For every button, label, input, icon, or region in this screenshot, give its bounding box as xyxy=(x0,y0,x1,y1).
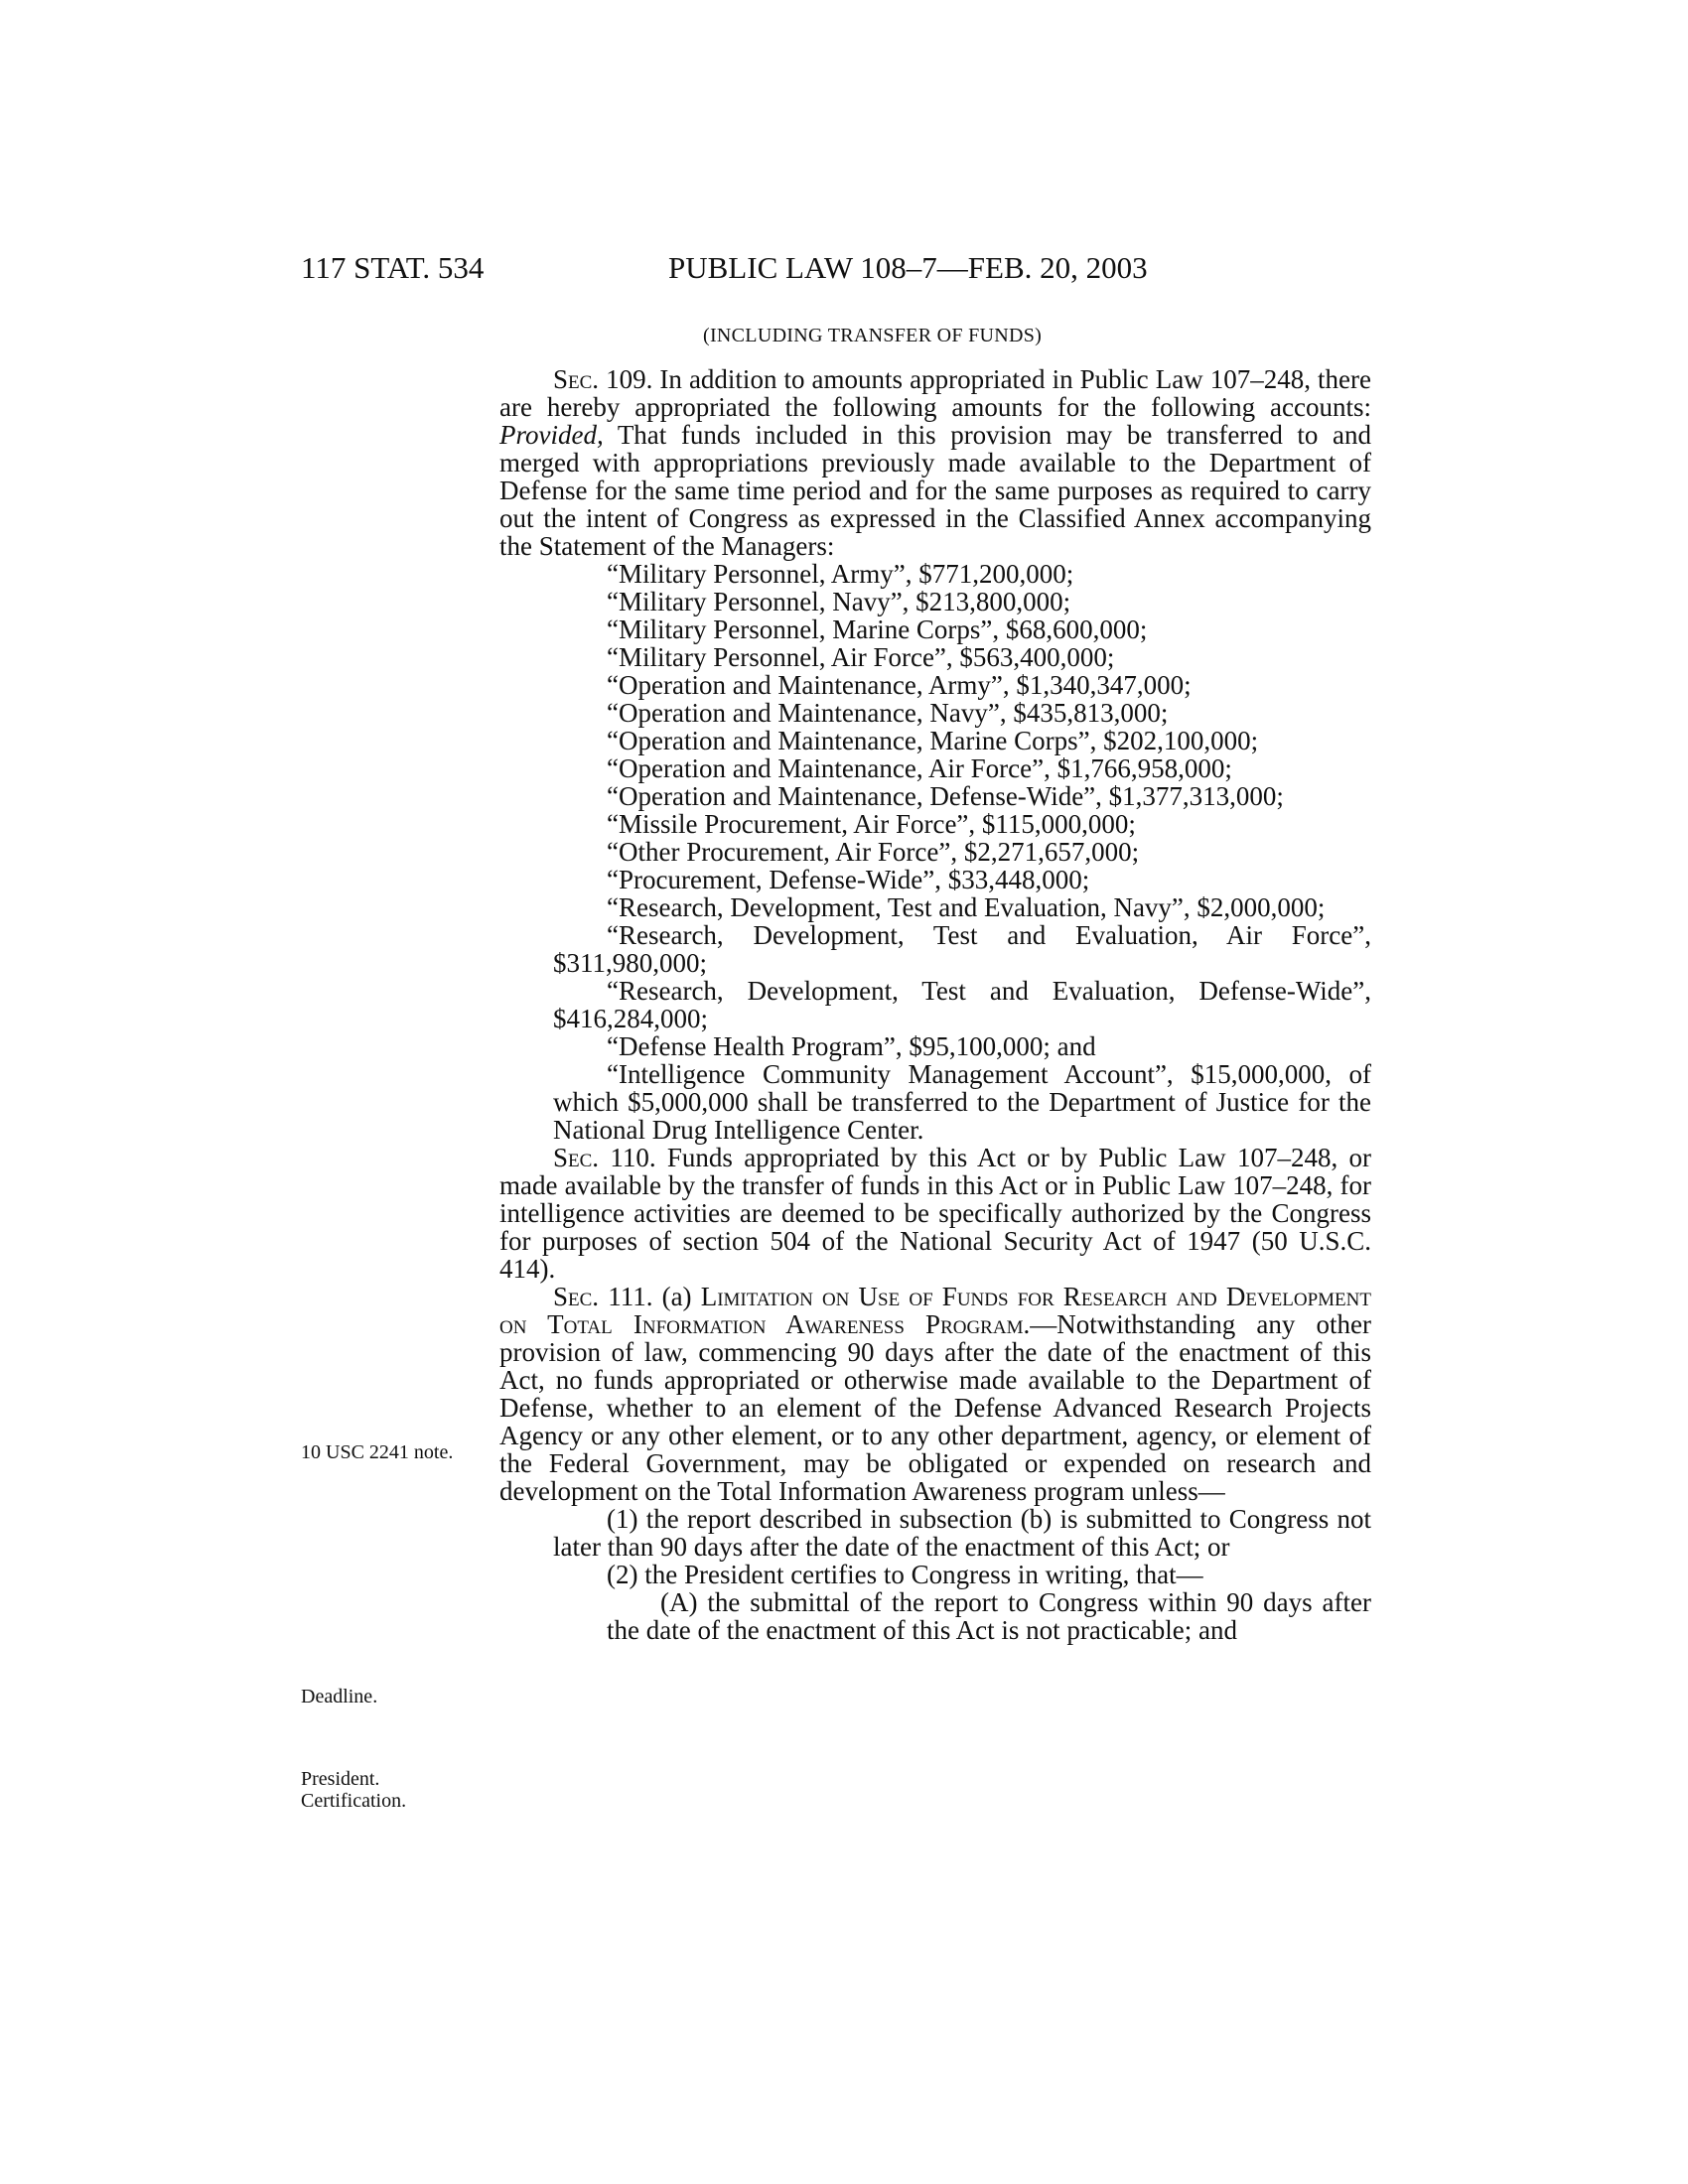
paragraph-1: (1) the report described in subsection (b) is submitted to Congress not later than 90 days after the date of the enactment of this Act; or xyxy=(553,1504,1371,1562)
account-item: “Procurement, Defense-Wide”, $33,448,000; xyxy=(607,865,1090,894)
margin-note-deadline: Deadline. xyxy=(301,1686,378,1707)
provided-term: Provided, xyxy=(499,420,604,450)
sec-111-num: 111. (a) xyxy=(599,1282,701,1311)
section-subheading: (INCLUDING TRANSFER OF FUNDS) xyxy=(703,325,1043,346)
sec-109-intro xyxy=(499,365,1371,560)
subparagraph-a: (A) the submittal of the report to Congress within 90 days after the date of the enactment of this Act is not practicable; and xyxy=(607,1587,1371,1645)
account-item: “Operation and Maintenance, Air Force”, $1,766,958,000; xyxy=(607,753,1232,783)
public-law-title: PUBLIC LAW 108–7—FEB. 20, 2003 xyxy=(668,250,1148,285)
account-item: “Missile Procurement, Air Force”, $115,000,000; xyxy=(607,809,1136,839)
sec-109-text-b: That funds included in this provision may be transferred to and merged with appropriations previously made available to the Department of Defense for the same time period and for the same purposes as required to carry out the intent of Congress as expressed in the Classified Annex accompanying the Statement of the Managers: xyxy=(499,420,1371,561)
account-item: “Military Personnel, Air Force”, $563,400,000; xyxy=(607,642,1115,672)
sec-110 xyxy=(499,1144,1371,1283)
sec-111-a xyxy=(499,1283,1371,1505)
margin-note-certification: Certification. xyxy=(301,1790,407,1812)
account-item: “Research, Development, Test and Evaluation, Navy”, $2,000,000; xyxy=(607,892,1326,922)
sec-109-text-a: 109. In addition to amounts appropriated in Public Law 107–248, there are hereby appropriated the following amounts for the following accounts: xyxy=(499,364,1371,422)
account-item: “Defense Health Program”, $95,100,000; and xyxy=(607,1031,1096,1061)
account-item: “Operation and Maintenance, Defense-Wide”, $1,377,313,000; xyxy=(607,781,1284,811)
account-item: “Military Personnel, Navy”, $213,800,000; xyxy=(607,587,1071,616)
sec-label: Sec. xyxy=(553,1282,600,1311)
account-item: “Military Personnel, Army”, $771,200,000; xyxy=(607,559,1074,589)
statute-page-number: 117 STAT. 534 xyxy=(301,250,485,285)
account-item: “Intelligence Community Management Account”, $15,000,000, of which $5,000,000 shall be transferred to the Department of Justice for the National Drug Intelligence Center. xyxy=(553,1059,1371,1145)
sec-label: Sec. xyxy=(553,1143,600,1172)
page-header xyxy=(301,250,1373,290)
account-item: “Research, Development, Test and Evaluation, Defense-Wide”, $416,284,000; xyxy=(553,976,1371,1033)
margin-note-president: President. xyxy=(301,1768,380,1790)
sec-label: Sec. xyxy=(553,364,600,394)
account-item: “Operation and Maintenance, Navy”, $435,813,000; xyxy=(607,698,1169,728)
account-item: “Research, Development, Test and Evaluation, Air Force”, $311,980,000; xyxy=(553,920,1371,978)
sec-111-heading: Limitation on Use of Funds for Research and Development on Total Information Awareness Program. xyxy=(499,1282,1371,1339)
account-item: “Operation and Maintenance, Marine Corps”, $202,100,000; xyxy=(607,726,1259,755)
sec-111-text: —Notwithstanding any other provision of law, commencing 90 days after the date of the enactment of this Act, no funds appropriated or otherwise made available to the Department of Defense, whether to an element of the Defense Advanced Research Projects Agency or any other element, or to any other department, agency, or element of the Federal Government, may be obligated or expended on research and development on the Total Information Awareness program unless— xyxy=(499,1309,1371,1506)
document-body xyxy=(499,365,1371,1644)
account-item: “Other Procurement, Air Force”, $2,271,657,000; xyxy=(607,837,1140,867)
margin-note-usc: 10 USC 2241 note. xyxy=(301,1441,454,1463)
sec-110-text: 110. Funds appropriated by this Act or by Public Law 107–248, or made available by the transfer of funds in this Act or in Public Law 107–248, for intelligence activities are deemed to be specifically authorized by the Congress for purposes of section 504 of the National Security Act of 1947 (50 U.S.C. 414). xyxy=(499,1143,1371,1284)
account-item: “Military Personnel, Marine Corps”, $68,600,000; xyxy=(607,614,1148,644)
account-item: “Operation and Maintenance, Army”, $1,340,347,000; xyxy=(607,670,1192,700)
paragraph-2: (2) the President certifies to Congress in writing, that— xyxy=(607,1560,1203,1589)
